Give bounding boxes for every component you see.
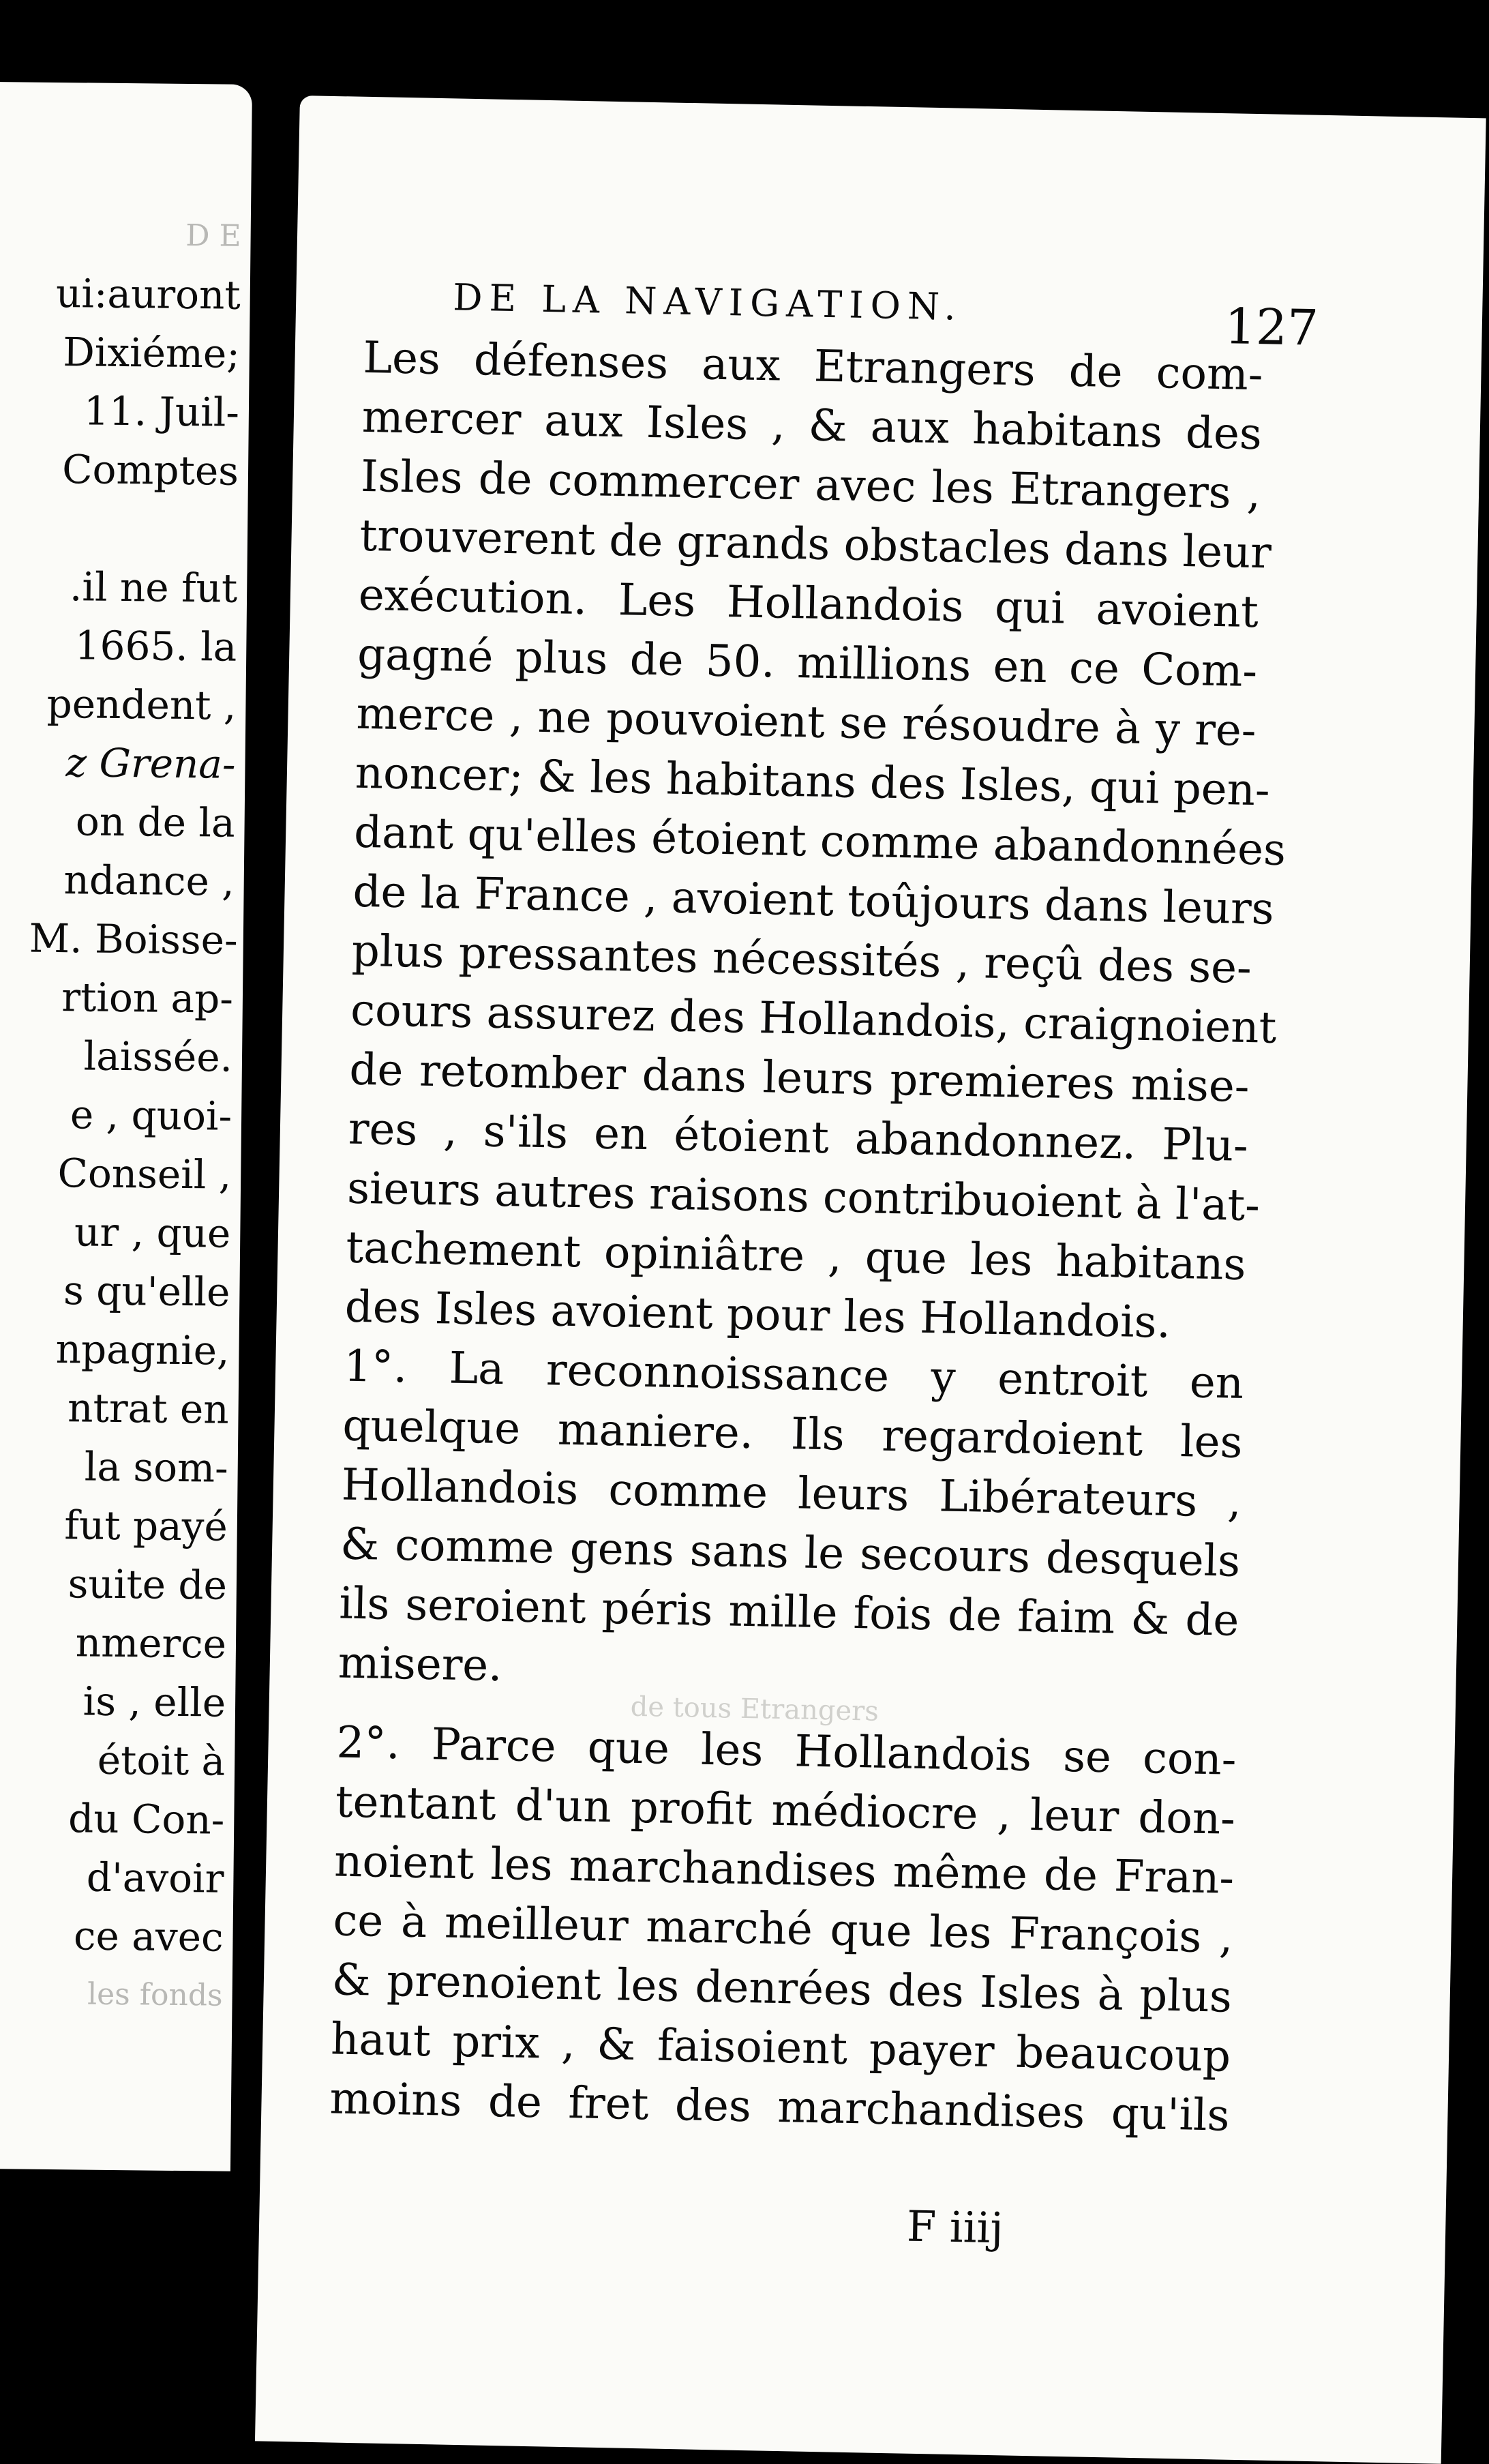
text-line: des Isles avoient pour les Hollandois.: [344, 1281, 1171, 1348]
left-line: ntrat en: [67, 1384, 229, 1433]
text-line: de retomber dans leurs premieres mise-: [348, 1044, 1250, 1112]
text-line: gagné plus de 50. millions en ce Com-: [357, 629, 1258, 698]
left-line: fut payé: [64, 1502, 228, 1550]
right-page: [255, 95, 1486, 2464]
text-line: Les défenses aux Etrangers de com-: [362, 332, 1264, 401]
left-line: e , quoi-: [70, 1091, 232, 1140]
left-line: 11. Juil-: [83, 387, 240, 436]
page-number: 127: [1224, 297, 1319, 357]
left-line: la som-: [84, 1443, 229, 1491]
signature-mark: F iiij: [906, 2201, 1004, 2253]
left-line-faint: les fonds: [87, 1976, 223, 2013]
text-line: haut prix , & faisoient payer beaucoup: [330, 2014, 1231, 2082]
left-line: d'avoir: [86, 1854, 224, 1902]
text-line: misere.: [337, 1637, 503, 1692]
body-text: [329, 329, 1287, 2146]
left-page-text: [18, 205, 241, 2025]
left-line: nmerce: [75, 1619, 227, 1667]
left-line: on de la: [75, 798, 235, 846]
text-line: ils seroient péris mille fois de faim & de: [338, 1578, 1240, 1646]
text-line: res , s'ils en étoient abandonnez. Plu-: [348, 1103, 1249, 1172]
left-line: .il ne fut: [69, 563, 238, 612]
left-line: du Con-: [67, 1795, 225, 1843]
left-line: is , elle: [82, 1678, 226, 1726]
text-line: trouverent de grands obstacles dans leur: [359, 510, 1272, 579]
left-line: rtion ap-: [61, 974, 234, 1022]
text-line: noient les marchandises même de Fran-: [333, 1836, 1235, 1904]
text-line: de la France , avoient toûjours dans leurs: [352, 866, 1275, 935]
bleed-through-text: de tous Etrangers: [630, 1691, 879, 1727]
text-line: quelque maniere. Ils regardoient les: [342, 1400, 1244, 1468]
left-line: étoit à: [97, 1736, 226, 1785]
text-line: sieurs autres raisons contribuoient à l'at-: [346, 1163, 1261, 1232]
left-line: ur , que: [74, 1208, 231, 1257]
running-head-title: DE LA NAVIGATION.: [452, 276, 963, 329]
text-line: moins de fret des marchandises qu'ils: [329, 2073, 1231, 2141]
text-line: tachement opiniâtre , que les habitans: [345, 1222, 1247, 1290]
left-line: Dixiéme;: [63, 329, 241, 377]
left-line: 1665. la: [74, 622, 237, 670]
text-line: 2°. Parce que les Hollandois se con-: [335, 1717, 1237, 1785]
text-line: 1°. La reconnoissance y entroit en: [343, 1341, 1244, 1409]
text-line: merce , ne pouvoient se résoudre à y re-: [355, 688, 1257, 757]
text-line: exécution. Les Hollandois qui avoient: [358, 569, 1259, 638]
left-line: ui:auront: [55, 269, 241, 318]
text-line: Isles de commercer avec les Etrangers ,: [360, 451, 1261, 520]
left-line: M. Boisse-: [29, 915, 239, 964]
left-line: ce avec: [73, 1912, 224, 1961]
text-line: ce à meilleur marché que les François ,: [332, 1895, 1234, 1963]
left-line: laissée.: [83, 1033, 233, 1081]
left-line: Conseil ,: [57, 1150, 232, 1198]
left-line: pendent ,: [46, 680, 237, 729]
left-line: [33, 499, 239, 559]
left-line: Comptes: [61, 446, 239, 494]
left-line: z Grena-: [65, 739, 236, 788]
left-line: npagnie,: [55, 1326, 230, 1374]
text-line: tentant d'un profit médiocre , leur don-: [335, 1777, 1236, 1845]
text-line: mercer aux Isles , & aux habitans des: [361, 391, 1263, 460]
text-line: Hollandois comme leurs Libérateurs ,: [341, 1459, 1242, 1528]
text-line: dant qu'elles étoient comme abandonnées: [353, 807, 1287, 876]
text-line: cours assurez des Hollandois, craignoient: [350, 985, 1277, 1054]
left-line: suite de: [67, 1560, 228, 1609]
text-line: & prenoient les denrées des Isles à plus: [331, 1955, 1233, 2023]
left-line: s qu'elle: [63, 1267, 230, 1316]
text-line: plus pressantes nécessités , reçû des se-: [351, 925, 1252, 994]
text-line: & comme gens sans le secours desquels: [340, 1519, 1241, 1587]
left-page-header-fragment: D E: [185, 218, 241, 254]
left-line: ndance ,: [63, 857, 235, 905]
left-page: [0, 82, 252, 2171]
text-line: noncer; & les habitans des Isles, qui pen-: [355, 747, 1271, 816]
